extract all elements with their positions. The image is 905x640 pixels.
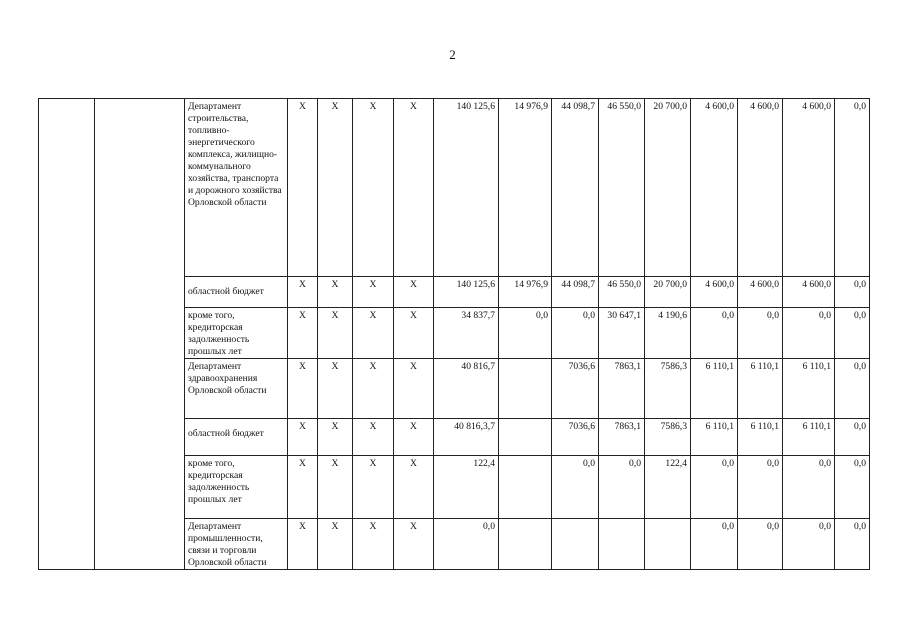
mark-cell: X	[353, 456, 394, 519]
value-cell: 40 816,7	[434, 359, 499, 419]
value-cell: 30 647,1	[599, 308, 645, 359]
value-cell	[499, 359, 552, 419]
value-cell: 4 600,0	[691, 99, 738, 277]
value-cell: 20 700,0	[645, 277, 691, 308]
value-cell: 46 550,0	[599, 99, 645, 277]
value-cell: 7863,1	[599, 419, 645, 456]
blank-cell	[95, 359, 185, 419]
row-name-cell: Департамент здравоохранения Орловской области	[185, 359, 288, 419]
mark-cell: X	[353, 359, 394, 419]
row-name-cell: областной бюджет	[185, 419, 288, 456]
value-cell: 140 125,6	[434, 99, 499, 277]
value-cell: 46 550,0	[599, 277, 645, 308]
table-row	[39, 277, 870, 308]
value-cell: 7586,3	[645, 359, 691, 419]
value-cell: 0,0	[835, 419, 870, 456]
value-cell: 0,0	[835, 308, 870, 359]
value-cell: 0,0	[552, 308, 599, 359]
value-cell: 20 700,0	[645, 99, 691, 277]
value-cell: 6 110,1	[783, 359, 835, 419]
value-cell: 4 600,0	[738, 99, 783, 277]
value-cell: 122,4	[434, 456, 499, 519]
mark-cell: X	[394, 308, 434, 359]
value-cell: 7036,6	[552, 359, 599, 419]
row-name-cell: Департамент промышленности, связи и торговли Орловской области	[185, 519, 288, 570]
value-cell: 6 110,1	[691, 359, 738, 419]
value-cell	[499, 419, 552, 456]
blank-cell	[39, 277, 95, 308]
mark-cell: X	[353, 308, 394, 359]
mark-cell: X	[318, 456, 353, 519]
value-cell: 0,0	[552, 456, 599, 519]
blank-cell	[95, 419, 185, 456]
mark-cell: X	[318, 277, 353, 308]
value-cell: 0,0	[835, 519, 870, 570]
value-cell: 0,0	[738, 519, 783, 570]
value-cell	[499, 519, 552, 570]
mark-cell: X	[318, 419, 353, 456]
mark-cell: X	[394, 419, 434, 456]
table-row	[39, 359, 870, 419]
mark-cell: X	[318, 519, 353, 570]
value-cell: 4 190,6	[645, 308, 691, 359]
value-cell: 34 837,7	[434, 308, 499, 359]
value-cell: 0,0	[783, 456, 835, 519]
mark-cell: X	[318, 308, 353, 359]
value-cell	[599, 519, 645, 570]
value-cell: 14 976,9	[499, 277, 552, 308]
mark-cell: X	[394, 277, 434, 308]
value-cell: 0,0	[835, 99, 870, 277]
value-cell: 122,4	[645, 456, 691, 519]
mark-cell: X	[394, 519, 434, 570]
value-cell: 0,0	[783, 519, 835, 570]
table-row	[39, 456, 870, 519]
table-row	[39, 308, 870, 359]
value-cell	[552, 519, 599, 570]
mark-cell: X	[394, 359, 434, 419]
value-cell: 0,0	[738, 308, 783, 359]
value-cell: 0,0	[738, 456, 783, 519]
table-row	[39, 519, 870, 570]
mark-cell: X	[394, 456, 434, 519]
row-name-cell: областной бюджет	[185, 277, 288, 308]
value-cell: 0,0	[835, 456, 870, 519]
value-cell	[645, 519, 691, 570]
blank-cell	[95, 519, 185, 570]
row-name-cell: кроме того, кредиторская задолженность прошлых лет	[185, 308, 288, 359]
mark-cell: X	[288, 359, 318, 419]
page-number: 2	[449, 47, 456, 62]
value-cell: 0,0	[434, 519, 499, 570]
blank-cell	[39, 456, 95, 519]
mark-cell: X	[288, 308, 318, 359]
mark-cell: X	[288, 519, 318, 570]
value-cell: 6 110,1	[783, 419, 835, 456]
value-cell: 6 110,1	[691, 419, 738, 456]
value-cell: 14 976,9	[499, 99, 552, 277]
mark-cell: X	[288, 419, 318, 456]
mark-cell: X	[353, 99, 394, 277]
value-cell: 4 600,0	[783, 277, 835, 308]
value-cell: 44 098,7	[552, 99, 599, 277]
value-cell: 0,0	[691, 519, 738, 570]
row-name-cell: кроме того, кредиторская задолженность прошлых лет	[185, 456, 288, 519]
value-cell: 0,0	[835, 277, 870, 308]
value-cell: 40 816,3,7	[434, 419, 499, 456]
blank-cell	[95, 456, 185, 519]
value-cell: 0,0	[599, 456, 645, 519]
mark-cell: X	[394, 99, 434, 277]
blank-cell	[95, 99, 185, 277]
blank-cell	[39, 359, 95, 419]
value-cell: 4 600,0	[783, 99, 835, 277]
value-cell: 6 110,1	[738, 359, 783, 419]
value-cell: 4 600,0	[691, 277, 738, 308]
value-cell: 6 110,1	[738, 419, 783, 456]
blank-cell	[39, 419, 95, 456]
value-cell: 7863,1	[599, 359, 645, 419]
mark-cell: X	[288, 99, 318, 277]
value-cell: 0,0	[499, 308, 552, 359]
value-cell: 0,0	[691, 456, 738, 519]
mark-cell: X	[288, 456, 318, 519]
value-cell: 0,0	[783, 308, 835, 359]
mark-cell: X	[318, 99, 353, 277]
mark-cell: X	[353, 419, 394, 456]
table-row	[39, 419, 870, 456]
mark-cell: X	[318, 359, 353, 419]
blank-cell	[95, 308, 185, 359]
blank-cell	[95, 277, 185, 308]
value-cell: 140 125,6	[434, 277, 499, 308]
row-name-cell: Департамент строительства, топливно-энергетического комплекса, жилищно-коммунального хозяйства, транспорта и дорожного хозяйства Орловской области	[185, 99, 288, 277]
value-cell: 44 098,7	[552, 277, 599, 308]
value-cell: 7586,3	[645, 419, 691, 456]
mark-cell: X	[353, 519, 394, 570]
blank-cell	[39, 519, 95, 570]
table-row	[39, 99, 870, 277]
mark-cell: X	[353, 277, 394, 308]
budget-table	[38, 98, 870, 570]
value-cell: 7036,6	[552, 419, 599, 456]
value-cell: 4 600,0	[738, 277, 783, 308]
value-cell: 0,0	[691, 308, 738, 359]
blank-cell	[39, 99, 95, 277]
value-cell	[499, 456, 552, 519]
value-cell: 0,0	[835, 359, 870, 419]
blank-cell	[39, 308, 95, 359]
mark-cell: X	[288, 277, 318, 308]
